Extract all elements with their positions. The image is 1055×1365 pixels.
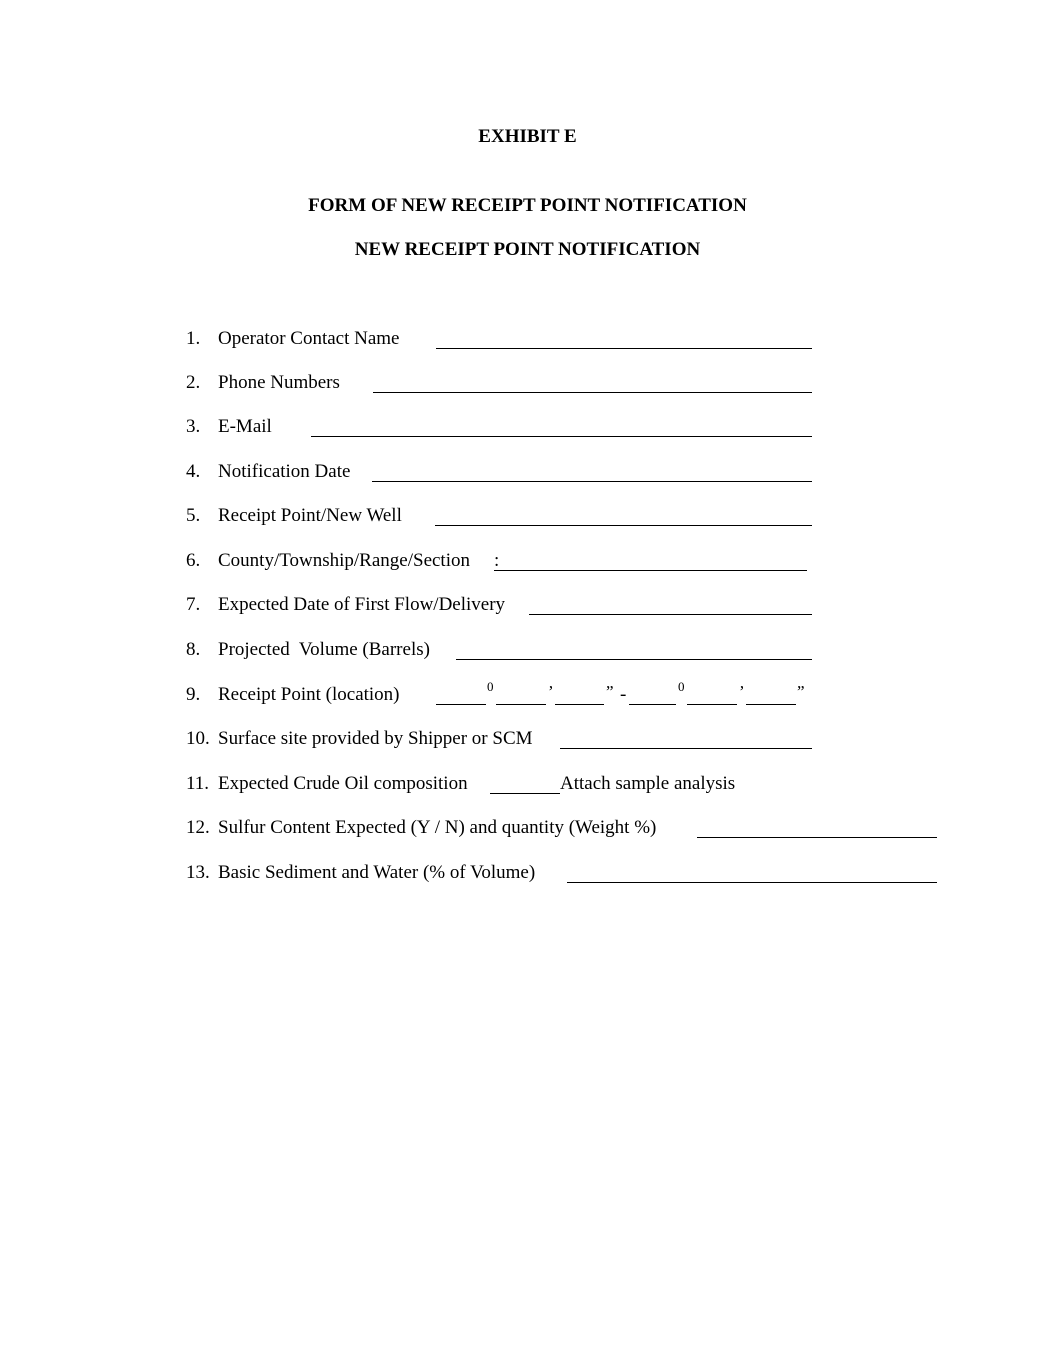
item-label: Sulfur Content Expected (Y / N) and quantity (Weight %) [218, 817, 657, 838]
item-number: 2. [186, 372, 201, 393]
item-number: 12. [186, 817, 210, 838]
attach-sample-note: Attach sample analysis [560, 773, 736, 794]
item-label: Surface site provided by Shipper or SCM [218, 728, 533, 749]
sulfur-content-field[interactable] [697, 837, 937, 838]
email-field[interactable] [311, 436, 812, 437]
item-label: County/Township/Range/Section [218, 550, 470, 571]
item-number: 1. [186, 328, 201, 349]
form-item-email [0, 416, 1055, 450]
item-number: 7. [186, 594, 201, 615]
item-label: Expected Date of First Flow/Delivery [218, 594, 506, 615]
item-label: Operator Contact Name [218, 328, 400, 349]
form-item-crude-oil-composition [0, 773, 1055, 807]
degree-mark: 0 [678, 679, 685, 694]
degree-mark: 0 [487, 679, 494, 694]
operator-contact-name-field[interactable] [436, 348, 812, 349]
item-label: Phone Numbers [218, 372, 340, 393]
exhibit-heading: EXHIBIT E [478, 126, 577, 147]
item-number: 4. [186, 461, 201, 482]
form-item-projected-volume [0, 639, 1055, 673]
item-number: 3. [186, 416, 201, 437]
item-number: 5. [186, 505, 201, 526]
item-label: Receipt Point/New Well [218, 505, 402, 526]
first-flow-date-field[interactable] [529, 614, 812, 615]
item-number: 13. [186, 862, 210, 883]
form-item-operator-contact [0, 328, 1055, 362]
surface-site-field[interactable] [560, 748, 812, 749]
item-number: 6. [186, 550, 201, 571]
dash-separator: - [620, 684, 627, 705]
phone-numbers-field[interactable] [373, 392, 812, 393]
form-item-first-flow-date [0, 594, 1055, 628]
item-number: 10. [186, 728, 210, 749]
item-label: E-Mail [218, 416, 272, 437]
form-item-sulfur-content [0, 817, 1055, 851]
form-item-phone-numbers [0, 372, 1055, 406]
form-item-sediment-water [0, 862, 1055, 896]
minute-mark: ’ [739, 682, 745, 701]
item-label: Receipt Point (location) [218, 684, 400, 705]
item-label: Basic Sediment and Water (% of Volume) [218, 862, 536, 883]
colon-suffix: : [494, 550, 500, 571]
form-item-receipt-point-location [0, 679, 1055, 718]
item-label: Expected Crude Oil composition [218, 773, 468, 794]
longitude-degrees-field[interactable] [629, 704, 676, 705]
latitude-minutes-field[interactable] [496, 704, 546, 705]
form-item-surface-site [0, 728, 1055, 762]
longitude-seconds-field[interactable] [746, 704, 796, 705]
form-title: FORM OF NEW RECEIPT POINT NOTIFICATION [308, 195, 747, 216]
item-label: Notification Date [218, 461, 351, 482]
receipt-point-new-well-field[interactable] [435, 525, 812, 526]
item-label: Projected Volume (Barrels) [218, 639, 430, 660]
item-number: 9. [186, 684, 201, 705]
form-item-notification-date [0, 461, 1055, 495]
county-township-range-section-field[interactable] [494, 570, 807, 571]
item-number: 8. [186, 639, 201, 660]
item-number: 11. [186, 773, 210, 794]
latitude-degrees-field[interactable] [436, 704, 486, 705]
notification-date-field[interactable] [372, 481, 812, 482]
notification-subtitle: NEW RECEIPT POINT NOTIFICATION [354, 239, 701, 260]
minute-mark: ’ [548, 682, 554, 701]
second-mark: ” [606, 682, 614, 701]
sediment-water-field[interactable] [567, 882, 937, 883]
projected-volume-field[interactable] [456, 659, 812, 660]
crude-oil-composition-field[interactable] [490, 793, 560, 794]
latitude-seconds-field[interactable] [555, 704, 604, 705]
form-item-county-township [0, 550, 1055, 584]
longitude-minutes-field[interactable] [687, 704, 737, 705]
second-mark: ” [797, 682, 805, 701]
form-item-receipt-point-new-well [0, 505, 1055, 539]
